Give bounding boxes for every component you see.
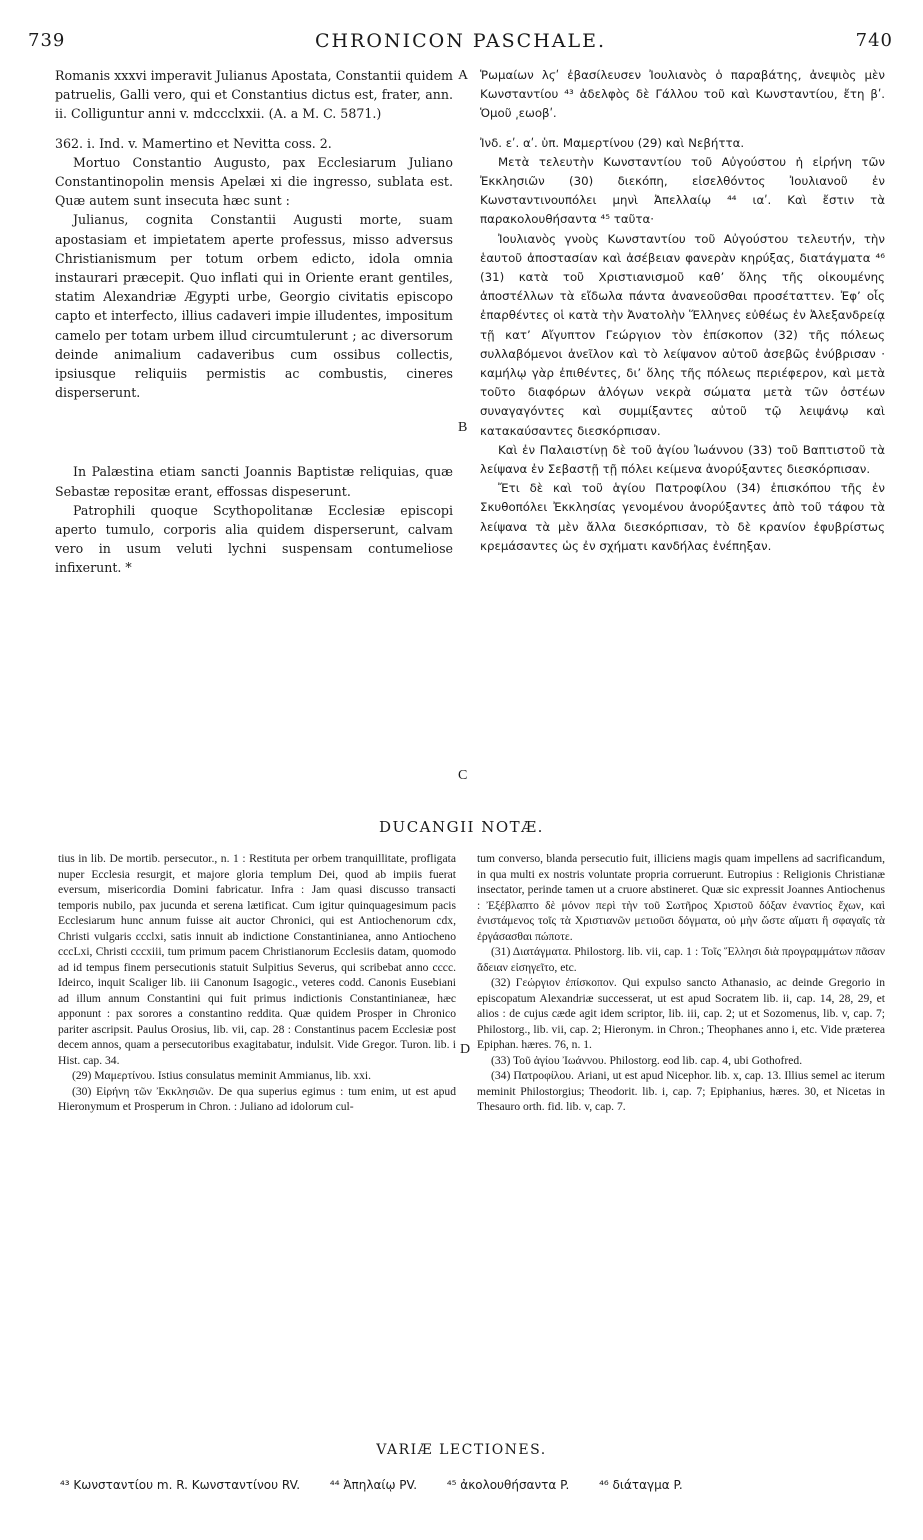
latin-paragraph: Mortuo Constantio Augusto, pax Ecclesiarum Juliano Constantinopolin mensis Apelæi xi die ingresso, sublata est. Quæ autem sunt insecuta hæc sunt : <box>55 154 453 209</box>
notes-title: DUCANGII NOTÆ. <box>379 818 544 836</box>
greek-paragraph: Ἰουλιανὸς γνοὺς Κωνσταντίου τοῦ Αὐγούστου τελευτήν, τὴν ἑαυτοῦ ἀποστασίαν καὶ ἀσέβειαν φανερὰν κηρύξας, διατάγματα ⁴⁶ (31) κατὰ τοῦ Χριστιανισμοῦ καθ’ ὅλης τῆς οἰκουμένης ἀποστέλλων τὰ εἴδωλα πάντα ἀνανεοῦσθαι προσέταττεν. Ἐφ’ οἷς ἐπαρθέντες οἱ κατὰ τὴν Ἀνατολὴν Ἕλληνες εὐθέως ἐν Ἀλεξανδρείᾳ τῇ κατ’ Αἴγυπτον Γεώργιον τὸν ἐπίσκοπον (32) τῆς πόλεως συλλαβόμενοι ἀνεῖλον καὶ τὸ λείψανον αὐτοῦ ἀσεβῶς ἐνύβρισαν · καμήλῳ γὰρ ἐπιθέντες, δι’ ὅλης τῆς πόλεως περιέφερον, καὶ μετὰ τοῦτο διαφόρων ἀλόγων νεκρὰ σώματα μετὰ τῶν ὀστέων συναγαγόντες καὶ συμμίξαντες αὐτοῦ τῷ λειψάνῳ καὶ κατακαύσαντες διεσκόρπισαν. <box>480 231 885 438</box>
margin-marker-c: C <box>458 768 468 783</box>
variant-readings <box>60 1478 893 1492</box>
latin-paragraph: In Palæstina etiam sancti Joannis Baptistæ reliquias, quæ Sebastæ repositæ erant, effossas dispeserunt. <box>55 464 453 499</box>
page-header <box>28 30 893 56</box>
right-page-number: 740 <box>855 30 893 51</box>
note-paragraph: (31) Διατάγματα. Philostorg. lib. vii, cap. 1 : Τοῖς Ἕλλησι διὰ προγραμμάτων πᾶσαν ἄδειαν εἰσηγεῖτο, etc. <box>477 945 885 974</box>
notes-left-column <box>58 851 456 1115</box>
greek-paragraph: Ἔτι δὲ καὶ τοῦ ἁγίου Πατροφίλου (34) ἐπισκόπου τῆς ἐν Σκυθοπόλει Ἐκκλησίας γενομένου ἀνορύξαντες ἀπὸ τοῦ τάφου τὰ λείψανα τὰ μὲν ἄλλα διεσκόρπισαν, τὸ δὲ κρανίον ἐφυβρίστως κρεμάσαντες ὡς ἐν σχήματι κανδήλας ἐνέπηξαν. <box>480 481 885 553</box>
margin-marker-b: B <box>458 420 468 435</box>
greek-text-column <box>480 66 885 556</box>
margin-marker-d: D <box>460 1042 471 1057</box>
latin-text-column <box>55 66 453 578</box>
variant-reading: ⁴⁶ διάταγμα P. <box>599 1478 683 1492</box>
note-paragraph: (32) Γεώργιον ἐπίσκοπον. Qui expulso sancto Athanasio, ac deinde Gregorio in episcopatum Alexandriæ successerat, ut est apud Socratem lib. ii, cap. 14, 28, 29, et alios : de cujus cæde agit idem scriptor, lib. iii, cap. 2; ut et Sozomenus, lib. v, cap. 7; Philostorg., lib. vii, cap. 2; Hieronym. in Chron.; Theophanes anno i, etc. Vide præterea Epiphan. hæres. 76, n. 1. <box>477 976 885 1051</box>
note-paragraph: tius in lib. De mortib. persecutor., n. 1 : Restituta per orbem tranquillitate, profligata nuper Ecclesia resurgit, et majore gloria templum Dei, quod ab impiis fuerat eversum, misericordia Domini fabricatur. Infra : Jam quasi discusso transacti temporis nubilo, pax jucunda et serena lætificat. Cum igitur quinquagesimum pacis Ecclesiarum hunc annum fuisse ait auctor Chronici, qui est Antiochenorum cdx, Christi vulgaris ccclxi, satis innuit ab indictione Constantinianea, anno Antiocheno cccLxi, Christi cccxiii, tum primum pacem Christianorum Ecclesiis datam, quomodo ad id tempus finem persecutionis statuit Sulpitius Severus, qui scribebat anno cccc. Ideirco, inquit Scaliger lib. iii Canonum Isagogic., veteres codd. Canonis Eusebiani ad illum annum Constantini qui fuit primus indictionis Constantinianeæ, hæc apponunt : pax sorores a constantino reddita. Quæ quidem Prosper in Chronico pariter ascripsit. Paulus Orosius, lib. vii, cap. 28 : Constantinus pacem Ecclesiæ post decem annos, quam a persecutoribus exagitabatur, indulsit. Vide Gregor. Turon. lib. i Hist. cap. 34. <box>58 852 456 1067</box>
greek-paragraph: Καὶ ἐν Παλαιστίνῃ δὲ τοῦ ἁγίου Ἰωάννου (33) τοῦ Βαπτιστοῦ τὰ λείψανα ἐν Σεβαστῇ τῇ πόλει κείμενα ἀνορύξαντες διεσκόρπισαν. <box>480 442 885 477</box>
note-paragraph: (29) Μαμερτίνου. Istius consulatus meminit Ammianus, lib. xxi. <box>72 1069 372 1082</box>
latin-paragraph: Patrophili quoque Scythopolitanæ Ecclesiæ episcopi aperto tumulo, corporis alia quidem disperserunt, calvam vero in usum veluti lychni suspensam contumeliose infixerunt. * <box>55 502 453 576</box>
latin-paragraph: Romanis xxxvi imperavit Julianus Apostata, Constantii quidem patruelis, Galli vero, qui et Constantius dictus est, frater, ann. ii. Colliguntur anni v. mdccclxxii. (A. a M. C. 5871.) <box>55 68 453 122</box>
left-page-number: 739 <box>28 30 66 51</box>
note-paragraph: (33) Τοῦ ἁγίου Ἰωάννου. Philostorg. eod lib. cap. 4, ubi Gothofred. <box>491 1053 803 1067</box>
greek-paragraph: Ῥωμαίων λϛʹ ἐβασίλευσεν Ἰουλιανὸς ὁ παραβάτης, ἀνεψιὸς μὲν Κωνσταντίου ⁴³ ἀδελφὸς δὲ Γάλλου τοῦ καὶ Κωνσταντίου, ἔτη βʹ. Ὁμοῦ ͵εωοβʹ. <box>480 68 885 121</box>
margin-marker-a: A <box>458 68 469 83</box>
note-paragraph: (34) Πατροφίλου. Ariani, ut est apud Nicephor. lib. x, cap. 13. Illius semel ac iterum meminit Philostorgius; Theodorit. lib. i, cap. 7; Epiphanius, hæres. 30, et Nicetas in Thesauro orth. fid. lib. v, cap. 7. <box>477 1069 885 1113</box>
note-paragraph: (30) Εἰρήνη τῶν Ἐκκλησιῶν. De qua superius egimus : tum enim, ut est apud Hieronymum et Prosperum in Chron. : Juliano ad idolorum cul- <box>58 1084 456 1113</box>
variant-reading: ⁴⁵ ἀκολουθήσαντα P. <box>446 1478 570 1492</box>
note-paragraph: tum converso, blanda persecutio fuit, illiciens magis quam impellens ad sacrificandum, in qua multi ex nostris voluntate propria corruerunt. Eutropius : Religionis Christianæ insectator, perinde tamen ut a cruore abstineret. Quæ sic expressit Joannes Antiochenus : Ἐξέβλαπτο δὲ μόνον περὶ τὴν τοῦ Σωτῆρος Χριστοῦ δόξαν ἐναντίος ἔχων, καὶ ἐνιστάμενος τοῖς τὰ Χριστιανῶν μετιοῦσι δόγματα, οὐ μὴν ὥστε αἵματι ἢ σφαγαῖς τὰ ἐργάσασθαι πώποτε. <box>477 852 885 943</box>
greek-paragraph: Ἰνδ. εʹ. αʹ. ὑπ. Μαμερτίνου (29) καὶ Νεβήττα. <box>480 135 745 150</box>
running-title: CHRONICON PASCHALE. <box>314 30 607 52</box>
latin-paragraph: Julianus, cognita Constantii Augusti morte, suam apostasiam et impietatem aperte professus, misso adversus Christianismum per totum orbem edicto, idola omnia instaurari præcepit. Quo inflati qui in Oriente erant gentiles, statim Alexandriæ Ægypti urbe, Georgio civitatis episcopo capto et interfecto, illius cadaveri impie illudentes, impositum camelo per totam urbem illud circumtulerunt ; ac diversorum deinde animalium cadaveribus cum ossibus collectis, ipsiusque reliquiis permistis ac combustis, cineres disperserunt. <box>55 212 453 401</box>
notes-right-column <box>477 851 885 1115</box>
variant-reading: ⁴³ Κωνσταντίου m. R. Κωνσταντίνου RV. <box>60 1478 301 1492</box>
variants-title: VARIÆ LECTIONES. <box>376 1442 547 1458</box>
latin-paragraph: 362. i. Ind. v. Mamertino et Nevitta coss. 2. <box>55 135 332 151</box>
greek-paragraph: Μετὰ τελευτὴν Κωνσταντίου τοῦ Αὐγούστου ἡ εἰρήνη τῶν Ἐκκλησιῶν (30) διεκόπη, εἰσελθόντος Ἰουλιανοῦ ἐν Κωνσταντινουπόλει μηνὶ Ἀπελλαίῳ ⁴⁴ ιαʹ. Καὶ ἔστιν τὰ παρακολουθήσαντα ⁴⁵ ταῦτα· <box>480 154 885 227</box>
variant-reading: ⁴⁴ Ἀπηλαίῳ PV. <box>329 1478 418 1492</box>
